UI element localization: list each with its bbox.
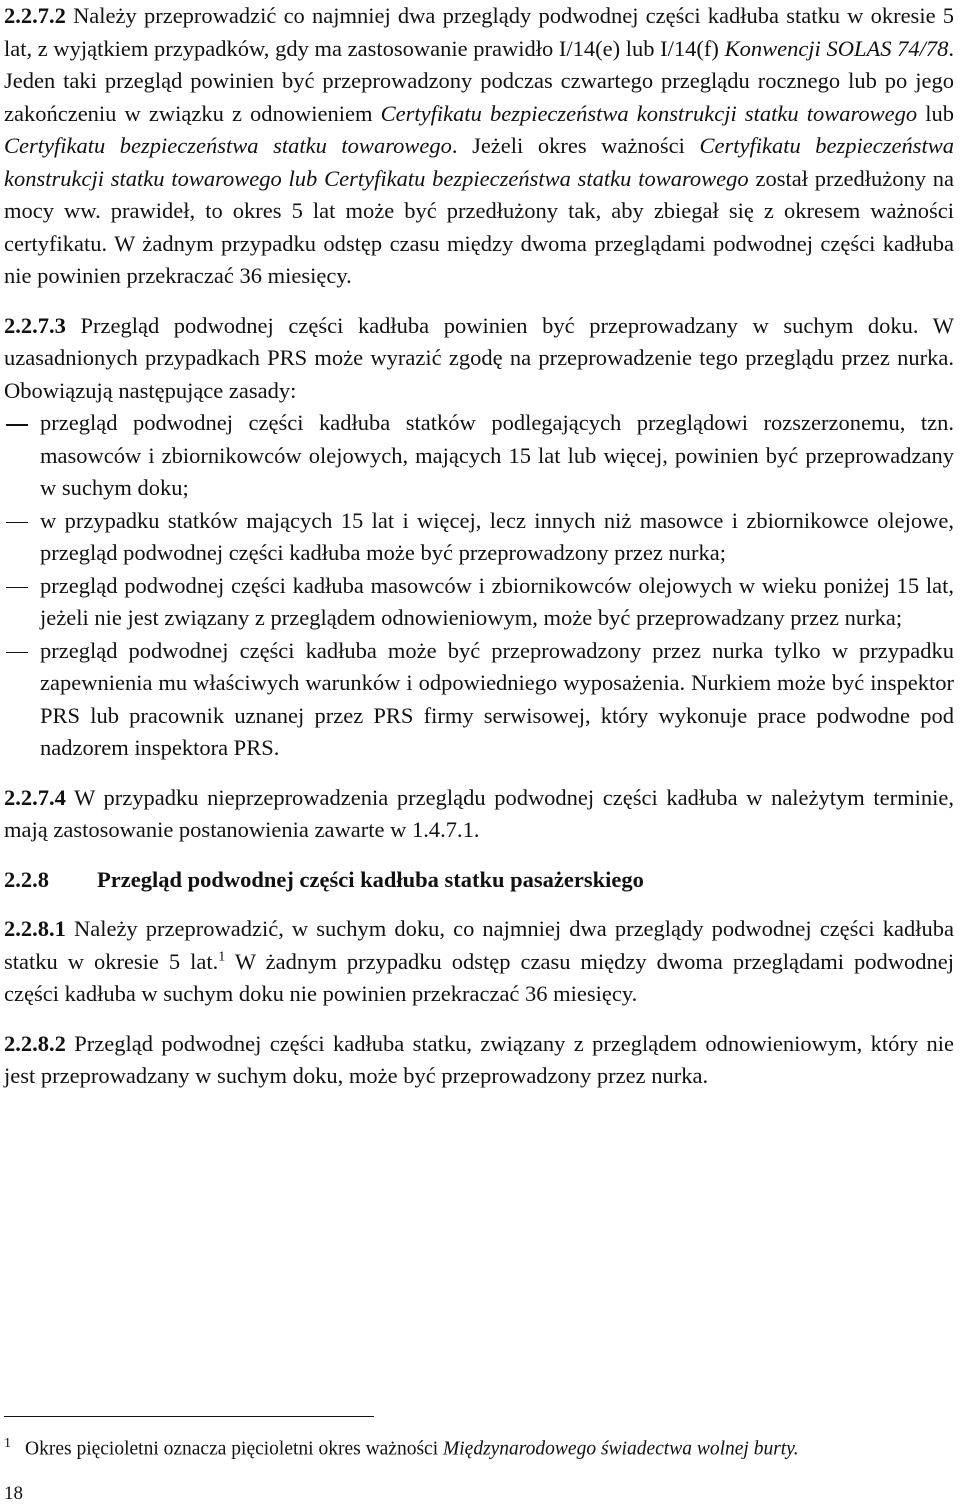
section-heading-2-2-8 <box>4 864 954 897</box>
paragraph-number: 2.2.7.3 <box>4 312 66 338</box>
paragraph-number: 2.2.8.2 <box>4 1030 66 1056</box>
paragraph-number: 2.2.8.1 <box>4 916 66 941</box>
paragraph-number: 2.2.7.4 <box>4 784 66 810</box>
paragraph-number: 2.2.7.2 <box>4 3 66 28</box>
footnote-italic-text: Międzynarodowego świadectwa wolnej burty. <box>443 1438 799 1460</box>
page-number: 18 <box>4 1483 23 1504</box>
footnote <box>4 1432 954 1462</box>
list-item: przegląd podwodnej części kadłuba może być przeprowadzony przez nurka tylko w przypadku zapewnienia mu właściwych warunków i odpowiedniego wyposażenia. Nurkiem może być inspektor PRS lub pracownik uznanej przez PRS firmy serwisowej, który wykonuje prace podwodne pod nadzorem inspektora PRS. <box>4 635 954 765</box>
footnote-text: Okres pięcioletni oznacza pięcioletni okres ważności <box>25 1438 443 1460</box>
footnote-separator <box>4 1416 374 1417</box>
list-item: przegląd podwodnej części kadłuba masowców i zbiornikowców olejowych w wieku poniżej 15 lat, jeżeli nie jest związany z przeglądem odnowieniowym, może być przeprowadzany przez nurka; <box>4 570 954 635</box>
rules-list <box>4 407 954 765</box>
footnote-mark: 1 <box>4 1436 11 1451</box>
paragraph-2-2-8-1: 2.2.8.1 Należy przeprowadzić, w suchym doku, co najmniej dwa przeglądy podwodnej części kadłuba statku w okresie 5 lat.$^1$ W żadnym przypadku odstęp czasu między dwoma przeglądami podwodnej części kadłuba w suchym doku nie powinien przekraczać 36 miesięcy. <box>4 916 954 1006</box>
document-page <box>4 0 954 1093</box>
paragraph-2-2-7-3: 2.2.7.3 Przegląd podwodnej części kadłuba powinien być przeprowadzany w suchym doku. W uzasadnionych przypadkach PRS może wyrazić zgodę na przeprowadzenie tego przeglądu przez nurka. Obowiązują następujące zasady: <box>4 312 954 403</box>
section-number: 2.2.8 <box>4 866 49 892</box>
list-item: przegląd podwodnej części kadłuba statków podlegających przeglądowi rozszerzonemu, tzn. masowców i zbiornikowców olejowych, mających 15 lat lub więcej, powinien być przeprowadzany w suchym doku; <box>4 407 954 505</box>
paragraph-2-2-7-4: 2.2.7.4 W przypadku nieprzeprowadzenia przeglądu podwodnej części kadłuba w należytym terminie, mają zastosowanie postanowienia zawarte w 1.4.7.1. <box>4 784 954 842</box>
footnote-reference: 1 <box>218 949 226 964</box>
paragraph-2-2-8-2: 2.2.8.2 Przegląd podwodnej części kadłuba statku, związany z przeglądem odnowieniowym, który nie jest przeprowadzany w suchym doku, może być przeprowadzony przez nurka. <box>4 1030 954 1088</box>
paragraph-2-2-7-2: 2.2.7.2 Należy przeprowadzić co najmniej dwa przeglądy podwodnej części kadłuba statku w okresie 5 lat, z wyjątkiem przypadków, gdy ma zastosowanie prawidło I/14(e) lub I/14(f) Konwencji SOLAS 74/78. Jeden taki przegląd powinien być przeprowadzony podczas czwartego przeglądu rocznego lub po jego zakończeniu w związku z odnowieniem Certyfikatu bezpieczeństwa konstrukcji statku towarowego lub Certyfikatu bezpieczeństwa statku towarowego. Jeżeli okres ważności Certyfikatu bezpieczeństwa konstrukcji statku towarowego lub Certyfikatu bezpieczeństwa statku towarowego został przedłużony na mocy ww. prawideł, to okres 5 lat może być przedłużony tak, aby zbiegał się z okresem ważności certyfikatu. W żadnym przypadku odstęp czasu między dwoma przeglądami podwodnej części kadłuba nie powinien przekraczać 36 miesięcy. <box>4 3 955 288</box>
list-item: w przypadku statków mających 15 lat i więcej, lecz innych niż masowce i zbiornikowce olejowe, przegląd podwodnej części kadłuba może być przeprowadzony przez nurka; <box>4 505 954 570</box>
section-title: Przegląd podwodnej części kadłuba statku pasażerskiego <box>97 866 644 892</box>
